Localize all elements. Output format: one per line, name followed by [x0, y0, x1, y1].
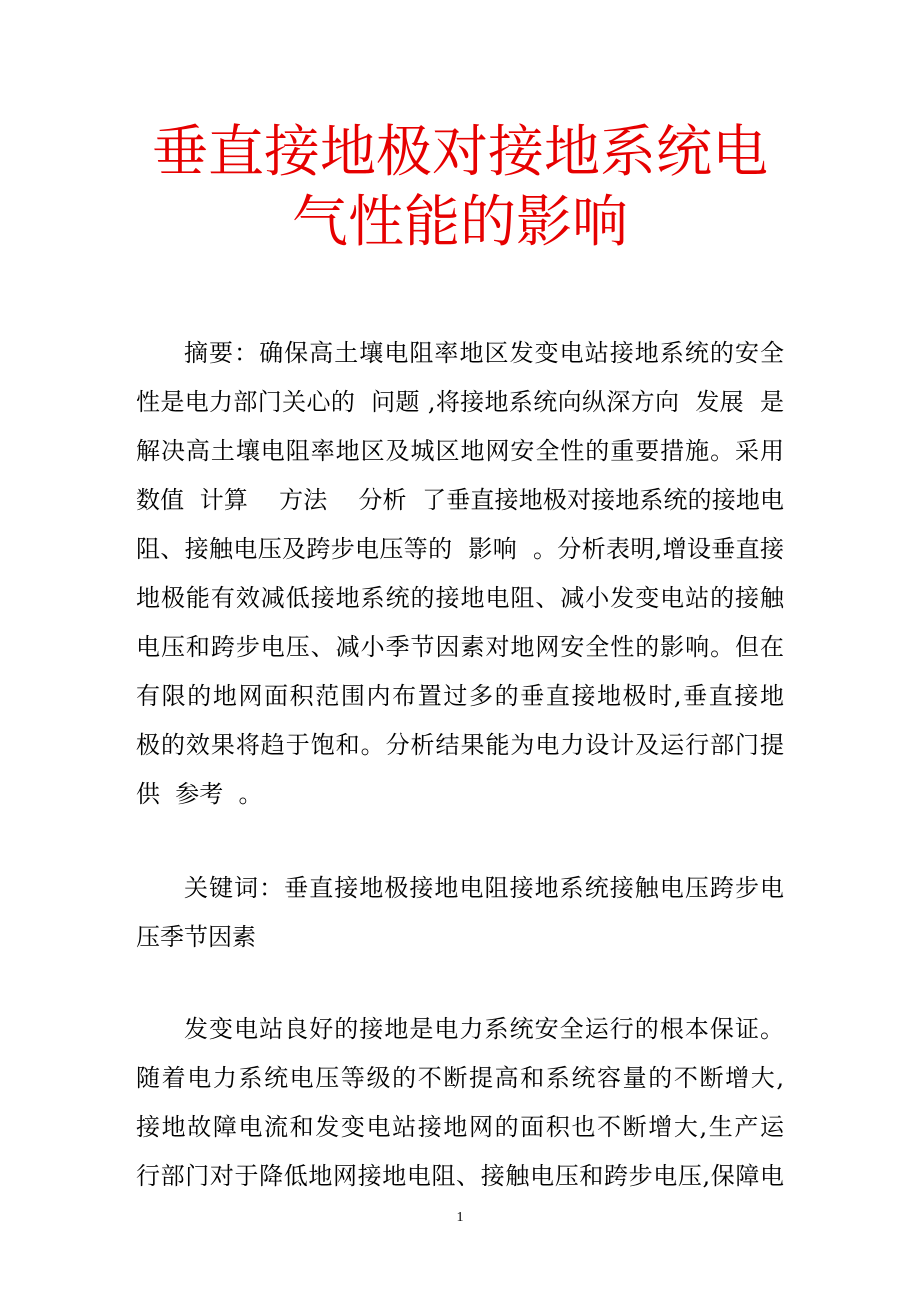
document-title-line-2: 气性能的影响 [292, 190, 628, 255]
abstract-line: 极的效果将趋于饱和。分析结果能为电力设计及运行部门提 [136, 731, 784, 759]
body-line: 发变电站良好的接地是电力系统安全运行的根本保证。 [184, 1015, 784, 1043]
body-line: 行部门对于降低地网接地电阻、接触电压和跨步电压,保障电 [136, 1162, 784, 1190]
abstract-line: 有限的地网面积范围内布置过多的垂直接地极时,垂直接地 [136, 682, 784, 710]
abstract-line: 摘要：确保高土壤电阻率地区发变电站接地系统的安全 [184, 339, 784, 367]
body-line: 随着电力系统电压等级的不断提高和系统容量的不断增大, [136, 1064, 784, 1092]
abstract-line: 地极能有效减低接地系统的接地电阻、减小发变电站的接触 [136, 584, 784, 612]
keywords-line: 压季节因素 [136, 923, 256, 951]
abstract-line: 解决高土壤电阻率地区及城区地网安全性的重要措施。采用 [136, 437, 784, 465]
abstract-line: 供 参考 。 [136, 780, 263, 808]
abstract-line: 电压和跨步电压、减小季节因素对地网安全性的影响。但在 [136, 633, 784, 661]
body-line: 接地故障电流和发变电站接地网的面积也不断增大,生产运 [136, 1113, 784, 1141]
abstract-line: 性是电力部门关心的 问题 ,将接地系统向纵深方向 发展 是 [136, 388, 784, 416]
document-title-line-1: 垂直接地极对接地系统电 [152, 120, 768, 185]
abstract-line: 阻、接触电压及跨步电压等的 影响 。分析表明,增设垂直接 [136, 535, 784, 563]
page-number: 1 [456, 1210, 464, 1225]
abstract-line: 数值 计算 方法 分析 了垂直接地极对接地系统的接地电 [136, 486, 784, 514]
keywords-line: 关键词：垂直接地极接地电阻接地系统接触电压跨步电 [184, 874, 784, 902]
